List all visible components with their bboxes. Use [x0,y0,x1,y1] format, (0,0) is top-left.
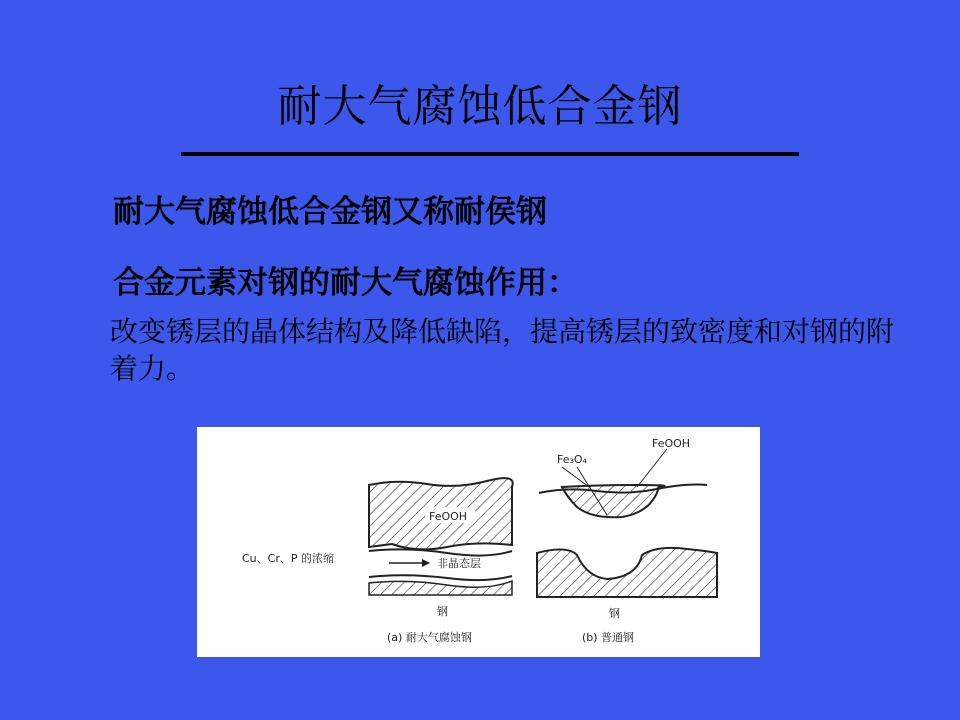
feooh-label-a: FeOOH [429,510,468,523]
amorphous-layer-bottom [369,575,512,580]
fe3o4-leader-1 [562,467,589,487]
slide-title: 耐大气腐蚀低合金钢 [277,81,683,132]
feooh-label-b: FeOOH [652,437,691,450]
enrichment-annotation: Cu、Cr、P 的浓缩 [242,552,334,565]
rust-layer-diagram [197,427,760,657]
rust-layer-figure [197,427,760,657]
caption-b: (b) 普通钢 [582,631,635,644]
amorphous-layer-top [369,549,512,555]
steel-label-b: 钢 [609,607,620,620]
arrow-head-icon [422,559,430,567]
amorphous-label: 非晶态层 [437,557,481,570]
caption-a: (a) 耐大气腐蚀钢 [387,631,472,644]
steel-substrate-a [369,581,512,595]
body-paragraph: 改变锈层的晶体结构及降低缺陷，提高锈层的致密度和对钢的附着力。 [110,315,895,385]
title-underline [181,152,799,156]
feooh-leader-b [637,449,667,487]
subtitle-line: 耐大气腐蚀低合金钢又称耐侯钢 [113,194,547,230]
steel-substrate-b [537,548,717,597]
heading-line: 合金元素对钢的耐大气腐蚀作用： [113,265,578,301]
panel-a [369,478,513,644]
feooh-pit-b [562,485,665,517]
panel-b [537,437,717,644]
fe3o4-label: Fe₃O₄ [557,453,587,466]
steel-label-a: 钢 [437,605,448,618]
